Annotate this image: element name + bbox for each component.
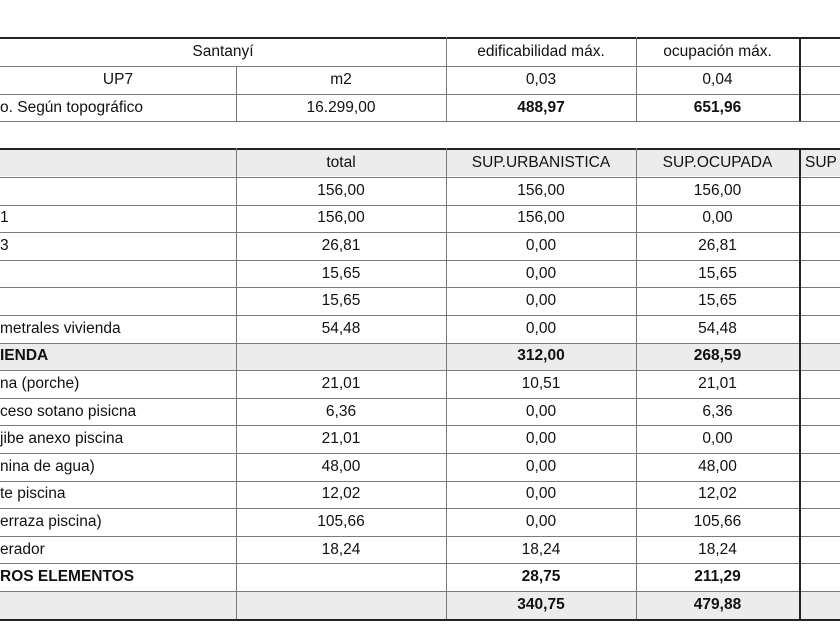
- row-total-cell[interactable]: 156,00: [317, 181, 365, 199]
- grid-vline: [446, 148, 447, 619]
- table-row: [0, 205, 840, 233]
- row-urbanistica-cell[interactable]: 0,00: [525, 292, 557, 310]
- row-total-cell[interactable]: [236, 591, 446, 619]
- row-total-cell[interactable]: [236, 563, 446, 591]
- table-row: [0, 481, 840, 509]
- table-row: [0, 398, 840, 426]
- grid-hline: [0, 536, 840, 537]
- grid-hline: [0, 343, 840, 344]
- grid-hline: [0, 37, 840, 39]
- table-row: [0, 425, 840, 453]
- row-label-cell[interactable]: erraza piscina): [0, 512, 102, 530]
- row-total-cell[interactable]: 6,36: [325, 402, 357, 420]
- row-urbanistica-cell[interactable]: 0,00: [525, 319, 557, 337]
- grid-hline: [0, 232, 840, 233]
- row-urbanistica-cell[interactable]: 156,00: [517, 209, 565, 227]
- row-total-cell[interactable]: 26,81: [321, 236, 361, 254]
- row-extra-cell[interactable]: [799, 343, 840, 371]
- grid-hline: [0, 370, 840, 371]
- row-label-cell[interactable]: jibe anexo piscina: [0, 430, 124, 448]
- grid-hline: [0, 66, 840, 67]
- topo-area-cell[interactable]: 16.299,00: [306, 98, 376, 116]
- zone-cell[interactable]: UP7: [102, 71, 134, 88]
- row-total-cell[interactable]: 105,66: [317, 512, 365, 530]
- table-row: [0, 232, 840, 260]
- row-label-cell[interactable]: 1: [0, 209, 9, 227]
- table-row: [0, 536, 840, 564]
- row-label-cell[interactable]: metrales vivienda: [0, 319, 121, 337]
- row-label-cell[interactable]: nina de agua): [0, 457, 95, 475]
- table-row: [0, 563, 840, 591]
- zone-row: [0, 66, 840, 94]
- row-ocupada-cell[interactable]: 48,00: [698, 457, 737, 475]
- row-urbanistica-cell[interactable]: 312,00: [517, 347, 565, 365]
- row-extra-cell[interactable]: [799, 370, 840, 398]
- row-extra-cell[interactable]: [799, 481, 840, 509]
- sup-extra-header[interactable]: SUP: [805, 153, 837, 171]
- row-extra-cell[interactable]: [799, 508, 840, 536]
- table-header-row: [0, 149, 840, 176]
- row-total-cell[interactable]: 15,65: [321, 292, 361, 310]
- row-extra-cell[interactable]: [799, 260, 840, 288]
- row-label-cell[interactable]: [0, 287, 236, 315]
- grid-hline: [0, 591, 840, 592]
- topo-edif-cell[interactable]: 488,97: [517, 98, 565, 116]
- ocup-coef-cell[interactable]: 0,04: [702, 71, 733, 88]
- grid-vline: [799, 37, 801, 121]
- row-total-cell[interactable]: 21,01: [321, 430, 361, 448]
- row-urbanistica-cell[interactable]: 0,00: [525, 457, 557, 475]
- row-label-cell[interactable]: ROS ELEMENTOS: [0, 568, 135, 586]
- row-extra-cell[interactable]: [799, 205, 840, 233]
- row-extra-cell[interactable]: [799, 536, 840, 564]
- grid-hline: [0, 148, 840, 150]
- row-label-cell[interactable]: na (porche): [0, 374, 80, 392]
- table-row: [0, 177, 840, 205]
- row-urbanistica-cell[interactable]: 28,75: [521, 568, 561, 586]
- grid-hline: [0, 398, 840, 399]
- row-ocupada-cell[interactable]: 211,29: [694, 568, 741, 586]
- row-label-cell[interactable]: ceso sotano pisicna: [0, 402, 137, 420]
- row-ocupada-cell[interactable]: 6,36: [702, 402, 733, 420]
- unit-cell[interactable]: m2: [330, 71, 352, 88]
- row-ocupada-cell[interactable]: 26,81: [698, 236, 737, 254]
- grid-vline: [636, 37, 637, 121]
- row-label-cell[interactable]: [0, 591, 236, 619]
- grid-hline: [0, 315, 840, 316]
- topo-row: [0, 94, 840, 121]
- row-extra-cell[interactable]: [799, 398, 840, 426]
- row-urbanistica-cell[interactable]: 0,00: [525, 264, 557, 282]
- grid-vline: [799, 148, 801, 619]
- grid-vline: [236, 148, 237, 619]
- grid-hline: [0, 619, 840, 621]
- row-label-cell[interactable]: 3: [0, 236, 9, 254]
- row-label-cell[interactable]: IENDA: [0, 347, 49, 365]
- row-extra-cell[interactable]: [799, 287, 840, 315]
- row-extra-cell[interactable]: [799, 425, 840, 453]
- location-cell[interactable]: Santanyí: [192, 43, 254, 60]
- row-extra-cell[interactable]: [799, 563, 840, 591]
- table-row: [0, 508, 840, 536]
- grid-hline: [0, 425, 840, 426]
- grid-hline: [0, 260, 840, 261]
- row-total-cell[interactable]: 15,65: [321, 264, 361, 282]
- row-extra-cell[interactable]: [799, 177, 840, 205]
- row-urbanistica-cell[interactable]: 340,75: [517, 595, 565, 613]
- row-ocupada-cell[interactable]: 156,00: [693, 181, 742, 199]
- grid-hline: [0, 177, 840, 178]
- row-urbanistica-cell[interactable]: 0,00: [525, 485, 557, 503]
- grid-vline: [236, 66, 237, 121]
- row-ocupada-cell[interactable]: 105,66: [693, 512, 742, 530]
- grid-hline: [0, 94, 840, 95]
- sup-urbanistica-header[interactable]: SUP.URBANISTICA: [471, 153, 611, 171]
- row-total-cell[interactable]: 18,24: [321, 540, 361, 558]
- row-total-cell[interactable]: 12,02: [321, 485, 361, 503]
- row-total-cell[interactable]: 21,01: [321, 374, 361, 392]
- table-row: [0, 370, 840, 398]
- table-row: [0, 260, 840, 288]
- row-urbanistica-cell[interactable]: 0,00: [525, 402, 557, 420]
- grid-vline: [446, 37, 447, 121]
- row-ocupada-cell[interactable]: 268,59: [693, 347, 742, 365]
- sup-ocupada-header[interactable]: SUP.OCUPADA: [662, 153, 773, 171]
- row-urbanistica-cell[interactable]: 0,00: [525, 236, 557, 254]
- row-total-cell[interactable]: [236, 343, 446, 371]
- grid-hline: [0, 453, 840, 454]
- row-urbanistica-cell[interactable]: 0,00: [525, 430, 557, 448]
- row-total-cell[interactable]: 156,00: [317, 209, 365, 227]
- row-extra-cell[interactable]: [799, 232, 840, 260]
- table-row: [0, 287, 840, 315]
- row-ocupada-cell[interactable]: 0,00: [702, 430, 733, 448]
- row-extra-cell[interactable]: [799, 453, 840, 481]
- row-label-cell[interactable]: [0, 177, 236, 205]
- row-extra-cell[interactable]: [799, 591, 840, 619]
- grid-hline: [0, 205, 840, 206]
- row-total-cell[interactable]: 54,48: [321, 319, 361, 337]
- table-row: [0, 591, 840, 619]
- table-row: [0, 315, 840, 343]
- row-ocupada-cell[interactable]: 21,01: [698, 374, 737, 392]
- grid-hline: [0, 563, 840, 564]
- edif-coef-cell[interactable]: 0,03: [525, 71, 557, 88]
- grid-hline: [0, 121, 840, 122]
- row-ocupada-cell[interactable]: 479,88: [693, 595, 742, 613]
- row-extra-cell[interactable]: [799, 315, 840, 343]
- row-ocupada-cell[interactable]: 0,00: [702, 209, 733, 227]
- row-ocupada-cell[interactable]: 18,24: [698, 540, 737, 558]
- row-ocupada-cell[interactable]: 15,65: [698, 264, 737, 282]
- grid-hline: [0, 287, 840, 288]
- topo-ocup-cell[interactable]: 651,96: [693, 98, 742, 116]
- row-total-cell[interactable]: 48,00: [321, 457, 361, 475]
- table-row: [0, 453, 840, 481]
- location-row: [0, 38, 840, 66]
- row-label-cell[interactable]: [0, 260, 236, 288]
- row-urbanistica-cell[interactable]: 10,51: [521, 374, 561, 392]
- row-ocupada-cell[interactable]: 15,65: [698, 292, 737, 310]
- row-ocupada-cell[interactable]: 54,48: [698, 319, 737, 337]
- row-urbanistica-cell[interactable]: 156,00: [517, 181, 565, 199]
- row-label-cell[interactable]: te piscina: [0, 485, 66, 503]
- grid-hline: [0, 508, 840, 509]
- topo-label-cell[interactable]: o. Según topográfico: [0, 98, 144, 116]
- grid-vline: [636, 148, 637, 619]
- ocupacion-header[interactable]: ocupación máx.: [663, 43, 772, 60]
- total-header[interactable]: total: [326, 153, 356, 171]
- grid-hline: [0, 481, 840, 482]
- edificabilidad-header[interactable]: edificabilidad máx.: [477, 43, 605, 60]
- row-label-cell[interactable]: erador: [0, 540, 45, 558]
- row-ocupada-cell[interactable]: 12,02: [698, 485, 737, 503]
- row-urbanistica-cell[interactable]: 0,00: [525, 512, 557, 530]
- row-urbanistica-cell[interactable]: 18,24: [521, 540, 561, 558]
- table-row: [0, 343, 840, 371]
